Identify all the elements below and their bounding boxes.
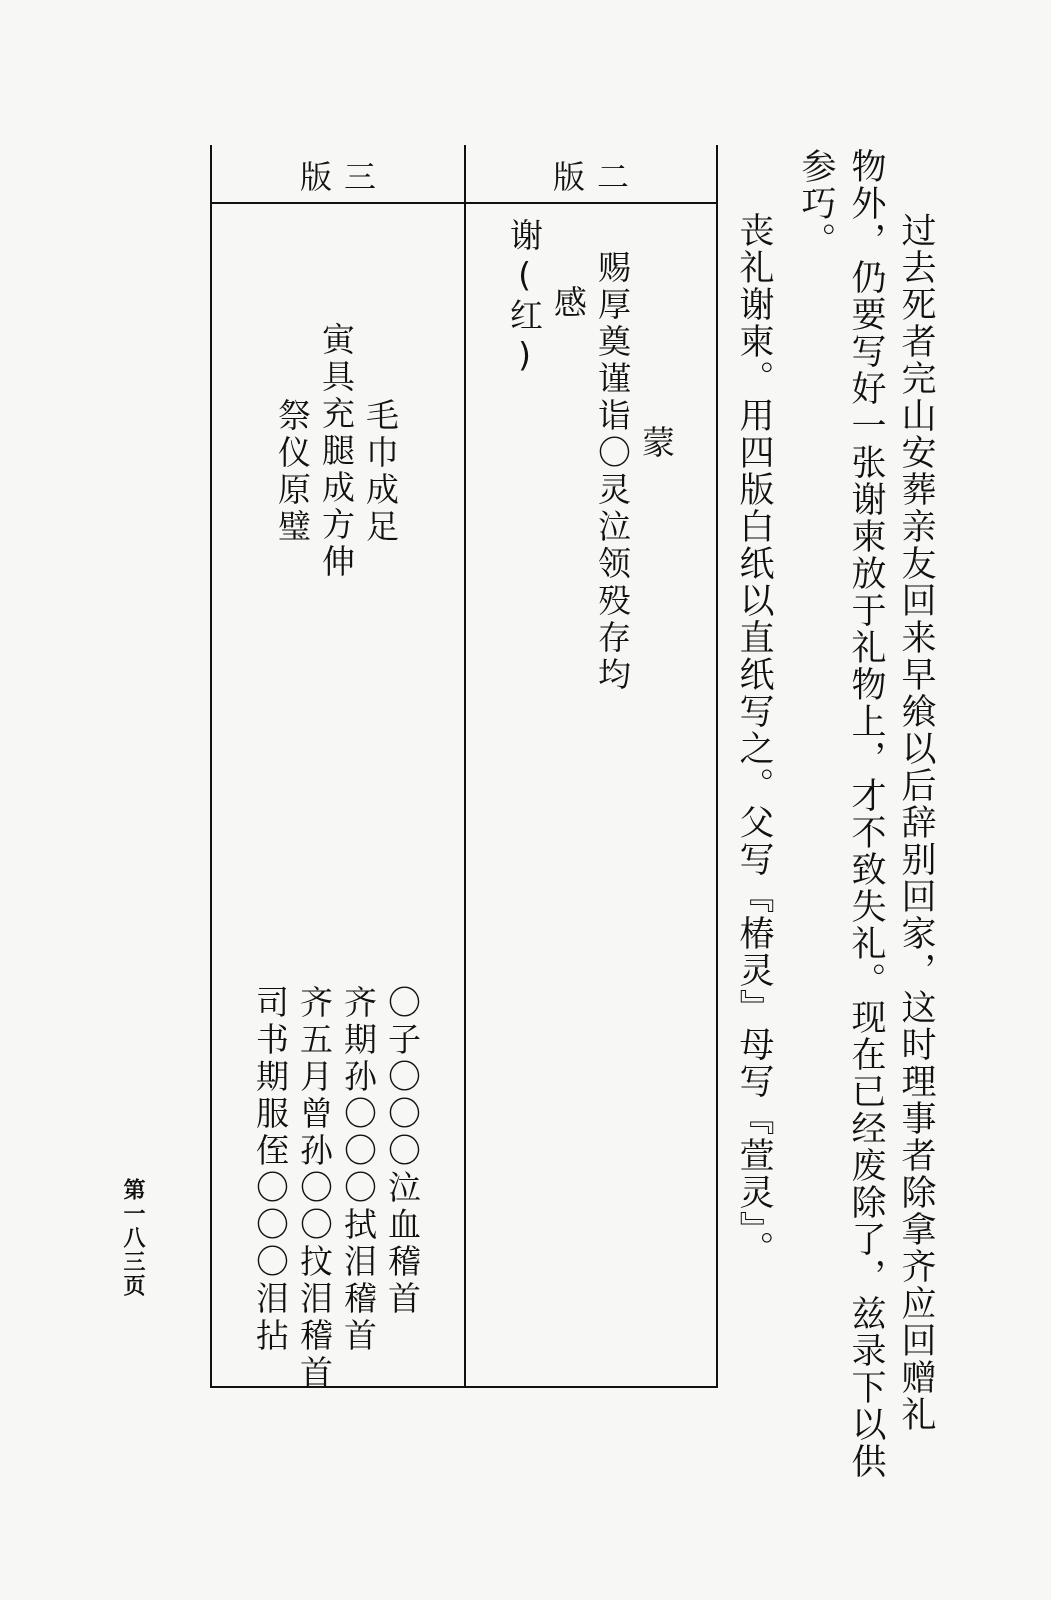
panel2-line-2: 赐厚奠谨诣〇灵泣领殁存均 xyxy=(593,250,632,694)
page-number: 第一八三页 xyxy=(120,1178,146,1298)
paragraph-line-2: 物外，仍要写好一张谢柬放于礼物上，才不致失礼。现在已经废除了，兹录下以供 xyxy=(846,148,886,1480)
panel3-bottom-line-1: 〇子〇〇〇泣血稽首 xyxy=(383,985,422,1318)
paragraph-line-3: 参巧。 xyxy=(796,148,836,259)
panel3-top-line-3: 祭仪原璧 xyxy=(273,398,312,546)
paragraph-line-1: 过去死者完山安葬亲友回来早飨以后辞别回家，这时理事者除拿齐应回赠礼 xyxy=(896,212,936,1433)
panel2-line-1: 蒙 xyxy=(637,425,676,462)
panel3-bottom-line-3: 齐五月曾孙〇〇抆泪稽首 xyxy=(295,985,334,1392)
panel3-bottom-line-4: 司书期服侄〇〇〇泪拈 xyxy=(251,985,290,1355)
panel3-top-line-2: 寅具充腿成方伸 xyxy=(317,322,356,581)
table-border-left xyxy=(210,145,212,1388)
panel3-top-line-1: 毛巾成足 xyxy=(361,398,400,546)
table-header-rule xyxy=(210,202,718,204)
table-divider xyxy=(464,145,466,1388)
panel3-bottom-line-2: 齐期孙〇〇〇拭泪稽首 xyxy=(339,985,378,1355)
paragraph-sub-line: 丧礼谢柬。用四版白纸以直纸写之。父写『椿灵』母写『萱灵』。 xyxy=(734,212,774,1268)
table-bottom-rule xyxy=(210,1386,718,1388)
panel2-line-4: 谢(红) xyxy=(505,218,544,378)
panel3-header: 版三 xyxy=(300,158,389,196)
table-border-right xyxy=(716,145,718,1388)
panel2-line-3: 感 xyxy=(549,285,588,322)
panel2-header: 版二 xyxy=(553,158,642,196)
